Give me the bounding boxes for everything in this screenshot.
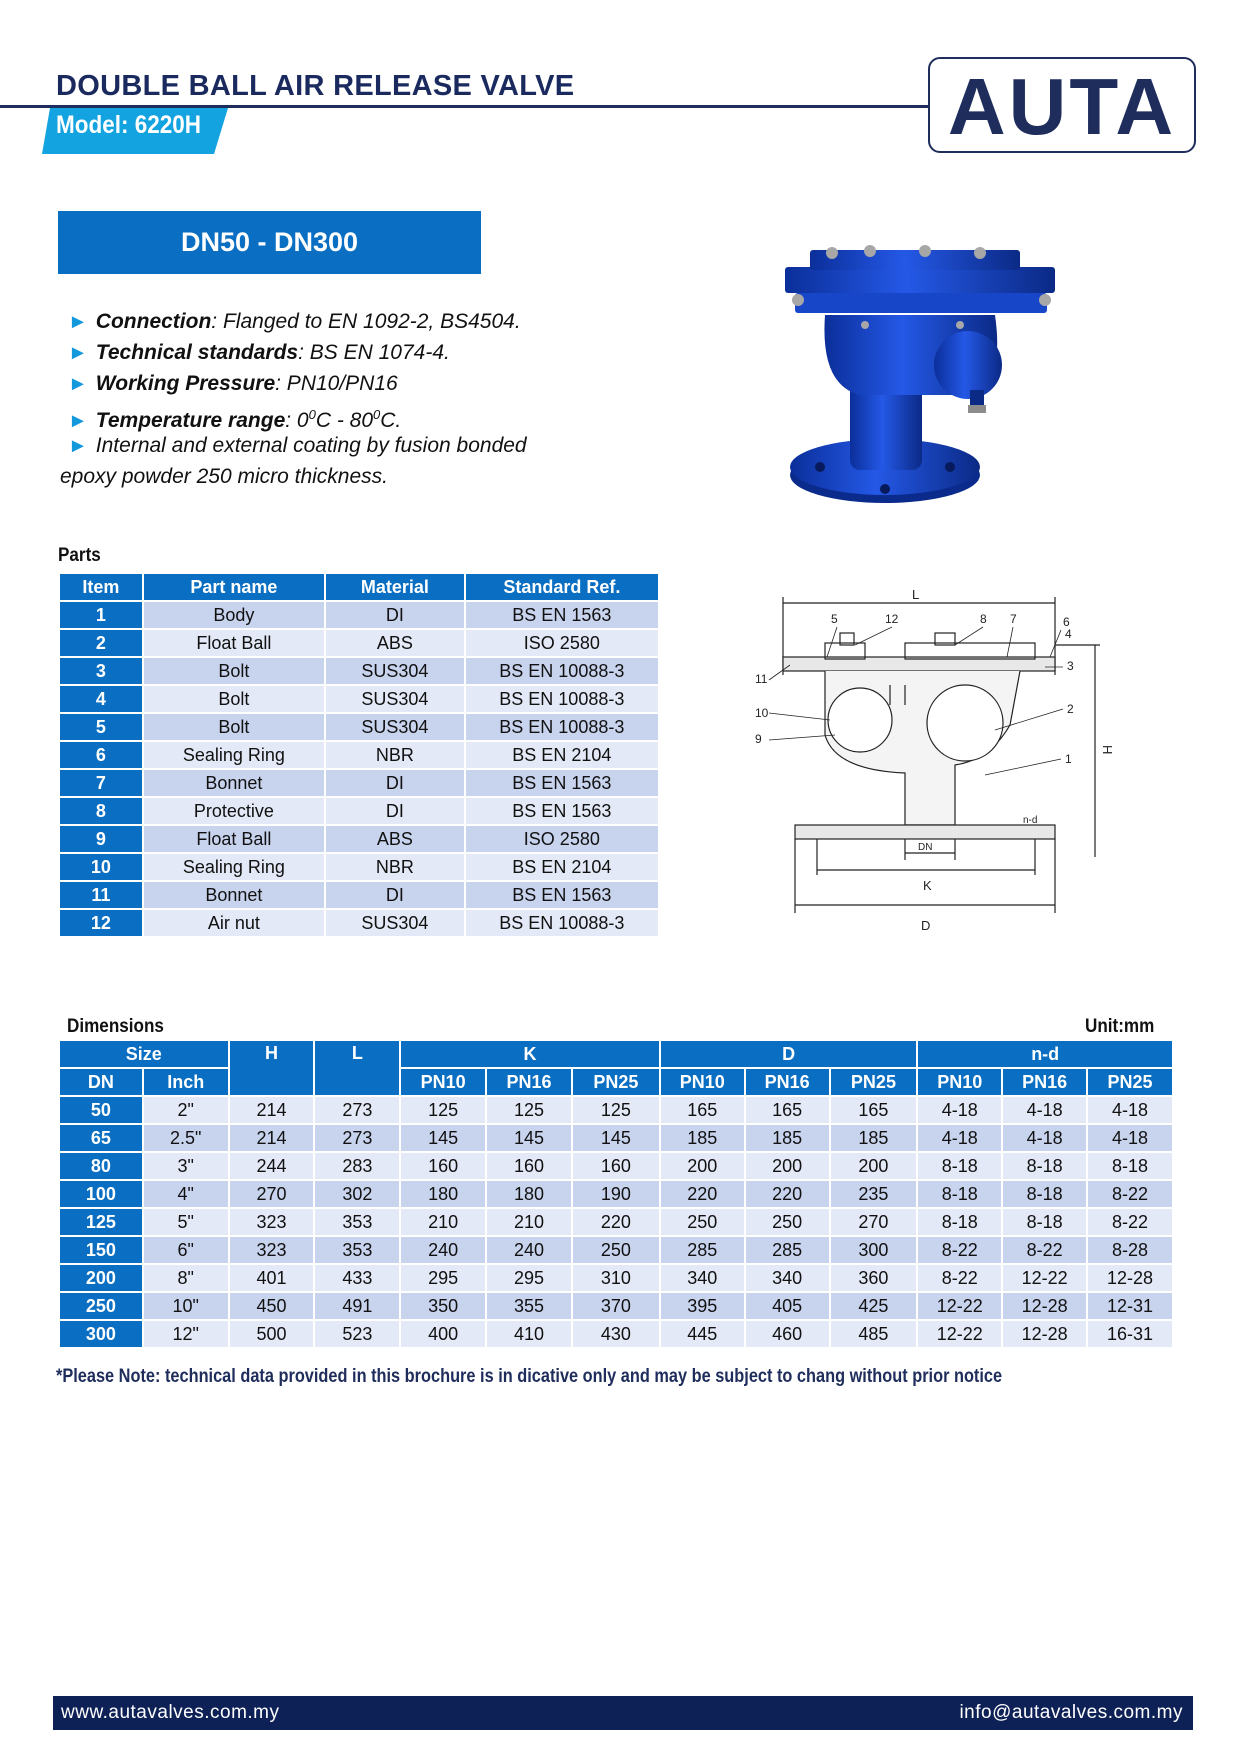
table-cell: 250 <box>745 1208 830 1236</box>
table-cell: Float Ball <box>143 825 325 853</box>
table-cell: 210 <box>400 1208 486 1236</box>
feature-label: Connection <box>95 310 212 333</box>
table-cell: 8-18 <box>917 1208 1002 1236</box>
table-cell: 165 <box>660 1096 745 1124</box>
dimensions-heading: Dimensions <box>67 1016 164 1037</box>
table-cell: Bolt <box>143 657 325 685</box>
table-cell: Sealing Ring <box>143 741 325 769</box>
table-cell: 165 <box>830 1096 918 1124</box>
table-cell: 12-28 <box>1002 1320 1087 1348</box>
table-cell: 4-18 <box>1002 1096 1087 1124</box>
table-cell: ISO 2580 <box>465 629 659 657</box>
table-cell: 340 <box>745 1264 830 1292</box>
feature-text: : 0 <box>285 409 309 432</box>
table-cell: 185 <box>745 1124 830 1152</box>
table-cell: 165 <box>745 1096 830 1124</box>
table-row <box>59 741 659 769</box>
table-cell: DI <box>325 881 465 909</box>
arrow-bullet-icon: ► <box>68 373 88 395</box>
item-number-cell: 7 <box>59 769 143 797</box>
callout-9: 9 <box>755 732 762 746</box>
table-cell: 360 <box>830 1264 918 1292</box>
parts-heading: Parts <box>58 545 101 566</box>
feature-label: Temperature range <box>95 409 286 432</box>
feature-text: : Flanged to EN 1092-2, BS4504. <box>211 310 521 333</box>
feature-text: C - 80 <box>315 409 374 432</box>
callout-1: 1 <box>1065 752 1072 766</box>
table-cell: 460 <box>745 1320 830 1348</box>
table-cell: 273 <box>314 1124 400 1152</box>
table-cell: 395 <box>660 1292 745 1320</box>
table-cell: DI <box>325 601 465 629</box>
dn-cell: 80 <box>59 1152 143 1180</box>
feature-label: Working Pressure <box>95 372 276 395</box>
callout-10: 10 <box>755 706 769 720</box>
table-cell: BS EN 1563 <box>465 601 659 629</box>
website-link[interactable]: www.autavalves.com.my <box>61 1702 280 1723</box>
column-header: Material <box>325 573 465 601</box>
footer-bar <box>53 1696 1193 1730</box>
table-cell: 235 <box>830 1180 918 1208</box>
table-cell: 8" <box>143 1264 229 1292</box>
table-cell: 8-22 <box>1002 1236 1087 1264</box>
table-cell: 4-18 <box>1002 1124 1087 1152</box>
item-number-cell: 2 <box>59 629 143 657</box>
column-header: PN16 <box>745 1068 830 1096</box>
table-cell: 4-18 <box>1087 1096 1173 1124</box>
dn-cell: 125 <box>59 1208 143 1236</box>
table-cell: SUS304 <box>325 657 465 685</box>
table-cell: BS EN 10088-3 <box>465 685 659 713</box>
table-cell: 523 <box>314 1320 400 1348</box>
table-cell: 160 <box>572 1152 660 1180</box>
dn-cell: 300 <box>59 1320 143 1348</box>
column-header: PN16 <box>486 1068 572 1096</box>
unit-label: Unit:mm <box>1085 1016 1155 1037</box>
table-row <box>59 629 659 657</box>
table-cell: 8-28 <box>1087 1236 1173 1264</box>
table-cell: 180 <box>400 1180 486 1208</box>
callout-4: 4 <box>1065 627 1072 641</box>
valve-technical-drawing <box>755 585 1135 955</box>
table-cell: 185 <box>830 1124 918 1152</box>
item-number-cell: 3 <box>59 657 143 685</box>
table-cell: 295 <box>486 1264 572 1292</box>
column-header: K <box>400 1040 660 1068</box>
table-cell: 12-22 <box>917 1320 1002 1348</box>
table-cell: Body <box>143 601 325 629</box>
table-cell: 16-31 <box>1087 1320 1173 1348</box>
table-cell: Bolt <box>143 713 325 741</box>
table-cell: Bolt <box>143 685 325 713</box>
table-cell: BS EN 2104 <box>465 741 659 769</box>
table-row <box>59 1180 1173 1208</box>
size-range-banner: DN50 - DN300 <box>58 211 481 274</box>
table-row <box>59 685 659 713</box>
column-header: Standard Ref. <box>465 573 659 601</box>
table-cell: 240 <box>486 1236 572 1264</box>
table-cell: 300 <box>830 1236 918 1264</box>
dim-label-H: H <box>1100 745 1115 755</box>
table-cell: 8-18 <box>1002 1180 1087 1208</box>
column-header: PN25 <box>572 1068 660 1096</box>
table-cell: Bonnet <box>143 769 325 797</box>
table-cell: 4-18 <box>1087 1124 1173 1152</box>
dim-label-nd: n-d <box>1023 815 1038 826</box>
feature-item <box>68 399 668 430</box>
company-logo: AUTA <box>947 62 1177 151</box>
table-cell: 310 <box>572 1264 660 1292</box>
item-number-cell: 4 <box>59 685 143 713</box>
feature-item <box>68 337 668 368</box>
table-cell: 125 <box>400 1096 486 1124</box>
table-row <box>59 1320 1173 1348</box>
table-cell: 250 <box>572 1236 660 1264</box>
dim-label-D: D <box>921 918 931 933</box>
column-header: H <box>229 1040 315 1096</box>
table-cell: NBR <box>325 853 465 881</box>
table-cell: 8-22 <box>1087 1180 1173 1208</box>
table-cell: 425 <box>830 1292 918 1320</box>
dim-label-K: K <box>923 878 932 893</box>
table-cell: 210 <box>486 1208 572 1236</box>
feature-item <box>68 368 668 399</box>
table-cell: 8-18 <box>917 1180 1002 1208</box>
table-header-row <box>59 573 659 601</box>
table-cell: 190 <box>572 1180 660 1208</box>
dn-cell: 100 <box>59 1180 143 1208</box>
column-header: Part name <box>143 573 325 601</box>
callout-5: 5 <box>831 612 838 626</box>
model-label: Model: 6220H <box>56 111 202 139</box>
table-row <box>59 1096 1173 1124</box>
table-cell: SUS304 <box>325 685 465 713</box>
feature-item <box>68 306 668 337</box>
column-header: Item <box>59 573 143 601</box>
table-cell: 8-22 <box>917 1236 1002 1264</box>
table-cell: 200 <box>660 1152 745 1180</box>
table-cell: 450 <box>229 1292 315 1320</box>
degree-sup: 0 <box>373 407 381 422</box>
column-header: PN25 <box>1087 1068 1173 1096</box>
callout-2: 2 <box>1067 702 1074 716</box>
feature-text: : PN10/PN16 <box>275 372 398 395</box>
feature-continuation: epoxy powder 250 micro thickness. <box>60 465 388 488</box>
table-cell: 285 <box>660 1236 745 1264</box>
column-header: L <box>314 1040 400 1096</box>
dn-cell: 250 <box>59 1292 143 1320</box>
table-group-header-row <box>59 1040 1173 1068</box>
dn-cell: 50 <box>59 1096 143 1124</box>
table-cell: 12-22 <box>1002 1264 1087 1292</box>
table-cell: 433 <box>314 1264 400 1292</box>
arrow-bullet-icon: ► <box>68 435 88 457</box>
table-cell: 4" <box>143 1180 229 1208</box>
item-number-cell: 12 <box>59 909 143 937</box>
table-cell: 10" <box>143 1292 229 1320</box>
table-cell: BS EN 10088-3 <box>465 713 659 741</box>
table-cell: 8-18 <box>1002 1152 1087 1180</box>
table-row <box>59 601 659 629</box>
table-sub-header-row <box>59 1068 1173 1096</box>
table-cell: 220 <box>745 1180 830 1208</box>
table-cell: 200 <box>745 1152 830 1180</box>
table-row <box>59 1236 1173 1264</box>
table-cell: BS EN 1563 <box>465 769 659 797</box>
table-cell: 244 <box>229 1152 315 1180</box>
table-cell: 401 <box>229 1264 315 1292</box>
callout-8: 8 <box>980 612 987 626</box>
table-cell: BS EN 10088-3 <box>465 657 659 685</box>
table-row <box>59 657 659 685</box>
table-cell: 500 <box>229 1320 315 1348</box>
table-cell: NBR <box>325 741 465 769</box>
table-cell: 445 <box>660 1320 745 1348</box>
column-header: PN16 <box>1002 1068 1087 1096</box>
table-cell: 185 <box>660 1124 745 1152</box>
table-cell: 4-18 <box>917 1124 1002 1152</box>
table-row <box>59 713 659 741</box>
dim-label-L: L <box>912 587 920 602</box>
table-cell: 145 <box>572 1124 660 1152</box>
table-cell: 214 <box>229 1124 315 1152</box>
table-cell: Air nut <box>143 909 325 937</box>
callout-7: 7 <box>1010 612 1017 626</box>
table-cell: 5" <box>143 1208 229 1236</box>
table-cell: SUS304 <box>325 909 465 937</box>
table-cell: 8-18 <box>917 1152 1002 1180</box>
table-cell: 270 <box>229 1180 315 1208</box>
dn-cell: 200 <box>59 1264 143 1292</box>
table-cell: 353 <box>314 1236 400 1264</box>
table-cell: 405 <box>745 1292 830 1320</box>
dim-label-DN: DN <box>918 842 933 853</box>
column-header: Size <box>59 1040 229 1068</box>
table-cell: 4-18 <box>917 1096 1002 1124</box>
arrow-bullet-icon: ► <box>68 410 88 432</box>
table-row <box>59 825 659 853</box>
table-row <box>59 881 659 909</box>
table-row <box>59 797 659 825</box>
title-underline <box>0 105 928 108</box>
table-cell: DI <box>325 769 465 797</box>
table-cell: 12-28 <box>1087 1264 1173 1292</box>
table-cell: ISO 2580 <box>465 825 659 853</box>
table-cell: 3" <box>143 1152 229 1180</box>
item-number-cell: 9 <box>59 825 143 853</box>
table-row <box>59 1264 1173 1292</box>
callout-12: 12 <box>885 612 899 626</box>
parts-table <box>58 572 660 938</box>
table-cell: 200 <box>830 1152 918 1180</box>
dimensions-table <box>58 1039 1174 1349</box>
table-cell: 400 <box>400 1320 486 1348</box>
arrow-bullet-icon: ► <box>68 342 88 364</box>
table-cell: 491 <box>314 1292 400 1320</box>
table-cell: ABS <box>325 825 465 853</box>
table-cell: 8-18 <box>1087 1152 1173 1180</box>
arrow-bullet-icon: ► <box>68 311 88 333</box>
column-header: PN10 <box>917 1068 1002 1096</box>
table-row <box>59 909 659 937</box>
column-header: n-d <box>917 1040 1173 1068</box>
table-cell: 160 <box>400 1152 486 1180</box>
table-cell: 220 <box>572 1208 660 1236</box>
table-cell: 273 <box>314 1096 400 1124</box>
table-cell: 145 <box>486 1124 572 1152</box>
table-cell: Bonnet <box>143 881 325 909</box>
table-cell: 270 <box>830 1208 918 1236</box>
table-cell: ABS <box>325 629 465 657</box>
feature-text: : BS EN 1074-4. <box>298 341 450 364</box>
table-cell: 295 <box>400 1264 486 1292</box>
table-cell: 323 <box>229 1208 315 1236</box>
feature-text: Internal and external coating by fusion bonded <box>95 434 527 457</box>
table-cell: 8-22 <box>917 1264 1002 1292</box>
document-title: DOUBLE BALL AIR RELEASE VALVE <box>56 70 575 102</box>
table-cell: 12-22 <box>917 1292 1002 1320</box>
table-cell: 340 <box>660 1264 745 1292</box>
item-number-cell: 1 <box>59 601 143 629</box>
table-cell: BS EN 10088-3 <box>465 909 659 937</box>
item-number-cell: 5 <box>59 713 143 741</box>
feature-text: C. <box>380 409 402 432</box>
table-cell: 410 <box>486 1320 572 1348</box>
column-header: PN10 <box>400 1068 486 1096</box>
table-cell: DI <box>325 797 465 825</box>
valve-product-image <box>780 245 1080 510</box>
table-cell: 285 <box>745 1236 830 1264</box>
item-number-cell: 11 <box>59 881 143 909</box>
table-cell: 12-28 <box>1002 1292 1087 1320</box>
table-cell: 12-31 <box>1087 1292 1173 1320</box>
table-row <box>59 769 659 797</box>
table-cell: 160 <box>486 1152 572 1180</box>
table-cell: Sealing Ring <box>143 853 325 881</box>
table-cell: 2.5" <box>143 1124 229 1152</box>
table-cell: 125 <box>572 1096 660 1124</box>
table-row <box>59 1124 1173 1152</box>
column-header: DN <box>59 1068 143 1096</box>
callout-3: 3 <box>1067 659 1074 673</box>
table-cell: 355 <box>486 1292 572 1320</box>
table-row <box>59 1292 1173 1320</box>
table-cell: Float Ball <box>143 629 325 657</box>
table-cell: 220 <box>660 1180 745 1208</box>
dn-cell: 65 <box>59 1124 143 1152</box>
table-cell: 350 <box>400 1292 486 1320</box>
disclaimer-note: *Please Note: technical data provided in this brochure is in dicative only and may be subject to chang without prior notice <box>56 1366 1003 1387</box>
feature-label: Technical standards <box>95 341 299 364</box>
callout-11: 11 <box>755 672 768 686</box>
table-cell: BS EN 1563 <box>465 797 659 825</box>
callout-6: 6 <box>1063 615 1070 629</box>
item-number-cell: 6 <box>59 741 143 769</box>
item-number-cell: 10 <box>59 853 143 881</box>
table-row <box>59 853 659 881</box>
table-cell: 8-18 <box>1002 1208 1087 1236</box>
table-cell: 430 <box>572 1320 660 1348</box>
table-cell: 2" <box>143 1096 229 1124</box>
column-header: PN10 <box>660 1068 745 1096</box>
table-cell: 250 <box>660 1208 745 1236</box>
feature-list <box>60 306 668 492</box>
table-cell: Protective <box>143 797 325 825</box>
table-cell: 323 <box>229 1236 315 1264</box>
table-cell: BS EN 2104 <box>465 853 659 881</box>
table-cell: 145 <box>400 1124 486 1152</box>
dn-cell: 150 <box>59 1236 143 1264</box>
table-cell: 214 <box>229 1096 315 1124</box>
table-row <box>59 1152 1173 1180</box>
column-header: D <box>660 1040 918 1068</box>
table-cell: 302 <box>314 1180 400 1208</box>
email-link[interactable]: info@autavalves.com.my <box>959 1702 1183 1723</box>
feature-item <box>68 430 668 461</box>
table-cell: 12" <box>143 1320 229 1348</box>
table-cell: 485 <box>830 1320 918 1348</box>
column-header: Inch <box>143 1068 229 1096</box>
table-cell: 353 <box>314 1208 400 1236</box>
degree-sup: 0 <box>308 407 316 422</box>
column-header: PN25 <box>830 1068 918 1096</box>
table-cell: 6" <box>143 1236 229 1264</box>
table-cell: BS EN 1563 <box>465 881 659 909</box>
table-cell: 180 <box>486 1180 572 1208</box>
table-cell: 240 <box>400 1236 486 1264</box>
table-cell: SUS304 <box>325 713 465 741</box>
table-row <box>59 1208 1173 1236</box>
table-cell: 370 <box>572 1292 660 1320</box>
item-number-cell: 8 <box>59 797 143 825</box>
table-cell: 8-22 <box>1087 1208 1173 1236</box>
table-cell: 125 <box>486 1096 572 1124</box>
table-cell: 283 <box>314 1152 400 1180</box>
